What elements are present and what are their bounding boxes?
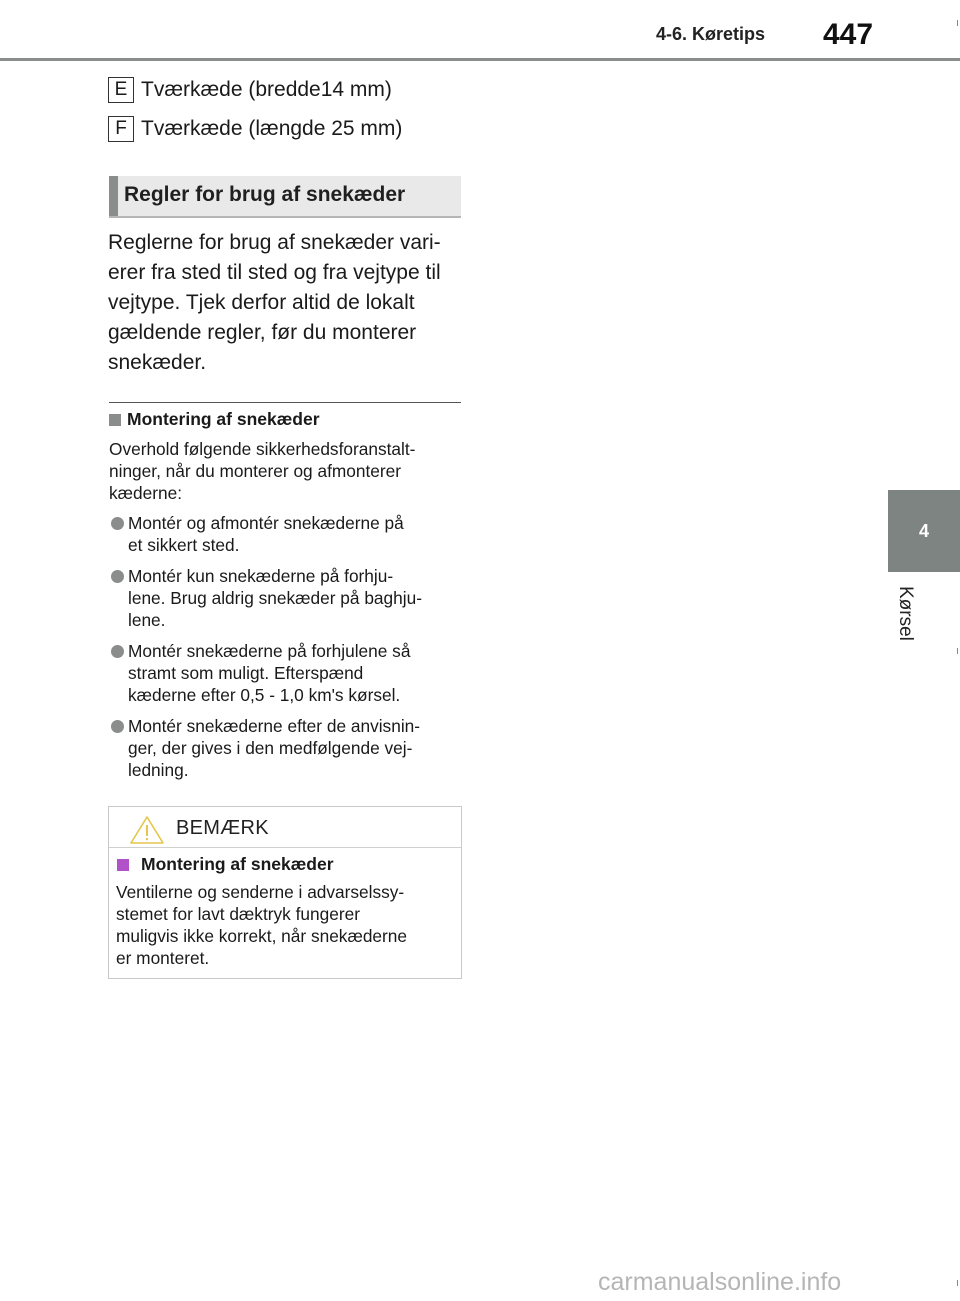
label-key: F [108, 116, 134, 142]
page-number: 447 [823, 18, 874, 51]
warning-triangle-icon [129, 815, 165, 845]
bullet-dot-icon [111, 645, 124, 658]
bullet-line: et sikkert sted. [128, 535, 240, 555]
bullet-dot-icon [111, 570, 124, 583]
heading-bar [109, 176, 118, 216]
list-item [109, 640, 469, 706]
mounting-heading-text: Montering af snekæder [127, 409, 320, 429]
intro-line: vejtype. Tjek derfor altid de lokalt [108, 291, 415, 314]
chapter-number: 4 [918, 520, 929, 541]
notice-title: BEMÆRK [176, 817, 269, 839]
bullet-line: Montér kun snekæderne på forhju- [128, 566, 394, 586]
body-line: Overhold følgende sikkerhedsforanstalt- [109, 439, 416, 459]
notice-sub-heading [117, 854, 334, 875]
chapter-tab [888, 490, 960, 572]
notice-box [108, 806, 462, 979]
section-title: 4-6. Køretips [656, 24, 766, 44]
body-line: kæderne: [109, 483, 183, 503]
watermark: carmanualsonline.info [598, 1268, 842, 1296]
notice-header [109, 807, 461, 848]
mounting-intro [109, 438, 469, 504]
square-bullet-icon [109, 414, 121, 426]
list-item [109, 565, 469, 631]
square-bullet-icon [117, 859, 129, 871]
body-line: Ventilerne og senderne i advarselssy- [116, 882, 405, 902]
label-text: Tværkæde (længde 25 mm) [141, 117, 403, 140]
bullet-line: lene. [128, 610, 166, 630]
intro-line: gældende regler, før du monterer [108, 321, 417, 344]
bullet-line: stramt som muligt. Efterspænd [128, 663, 364, 683]
section-divider [109, 402, 461, 403]
bullet-line: Montér snekæderne på forhjulene så [128, 641, 411, 661]
label-text: Tværkæde (bredde14 mm) [141, 78, 392, 101]
bullet-dot-icon [111, 517, 124, 530]
label-key: E [108, 77, 134, 103]
body-line: ninger, når du monterer og afmonterer [109, 461, 402, 481]
body-line: stemet for lavt dæktryk fungerer [116, 904, 360, 924]
notice-sub-heading-text: Montering af snekæder [141, 854, 334, 874]
intro-line: snekæder. [108, 351, 207, 374]
bullet-line: ger, der gives i den medfølgende vej- [128, 738, 413, 758]
intro-line: erer fra sted til sted og fra vejtype til [108, 261, 441, 284]
bullet-line: Montér og afmontér snekæderne på [128, 513, 404, 533]
bullet-line: lene. Brug aldrig snekæder på baghju- [128, 588, 422, 608]
mounting-heading [109, 409, 320, 430]
body-line: muligvis ikke korrekt, når snekæderne [116, 926, 408, 946]
bullet-dot-icon [111, 720, 124, 733]
list-item [109, 512, 469, 556]
list-item [109, 715, 469, 781]
chapter-label: Kørsel [895, 586, 916, 641]
bullet-line: ledning. [128, 760, 189, 780]
labeled-item-e [108, 77, 392, 103]
bullet-line: kæderne efter 0,5 - 1,0 km's kørsel. [128, 685, 401, 705]
crop-mark [957, 1280, 958, 1286]
crop-mark [957, 648, 958, 654]
crop-mark [957, 20, 958, 26]
chapter-label-wrap [895, 586, 960, 641]
notice-body [116, 881, 461, 969]
header-rule [0, 58, 960, 61]
section-heading [109, 176, 461, 218]
section-heading-text: Regler for brug af snekæder [124, 183, 406, 206]
bullet-line: Montér snekæderne efter de anvisnin- [128, 716, 421, 736]
intro-paragraph [108, 228, 468, 378]
labeled-item-f [108, 116, 402, 142]
intro-line: Reglerne for brug af snekæder vari- [108, 231, 441, 254]
body-line: er monteret. [116, 948, 210, 968]
